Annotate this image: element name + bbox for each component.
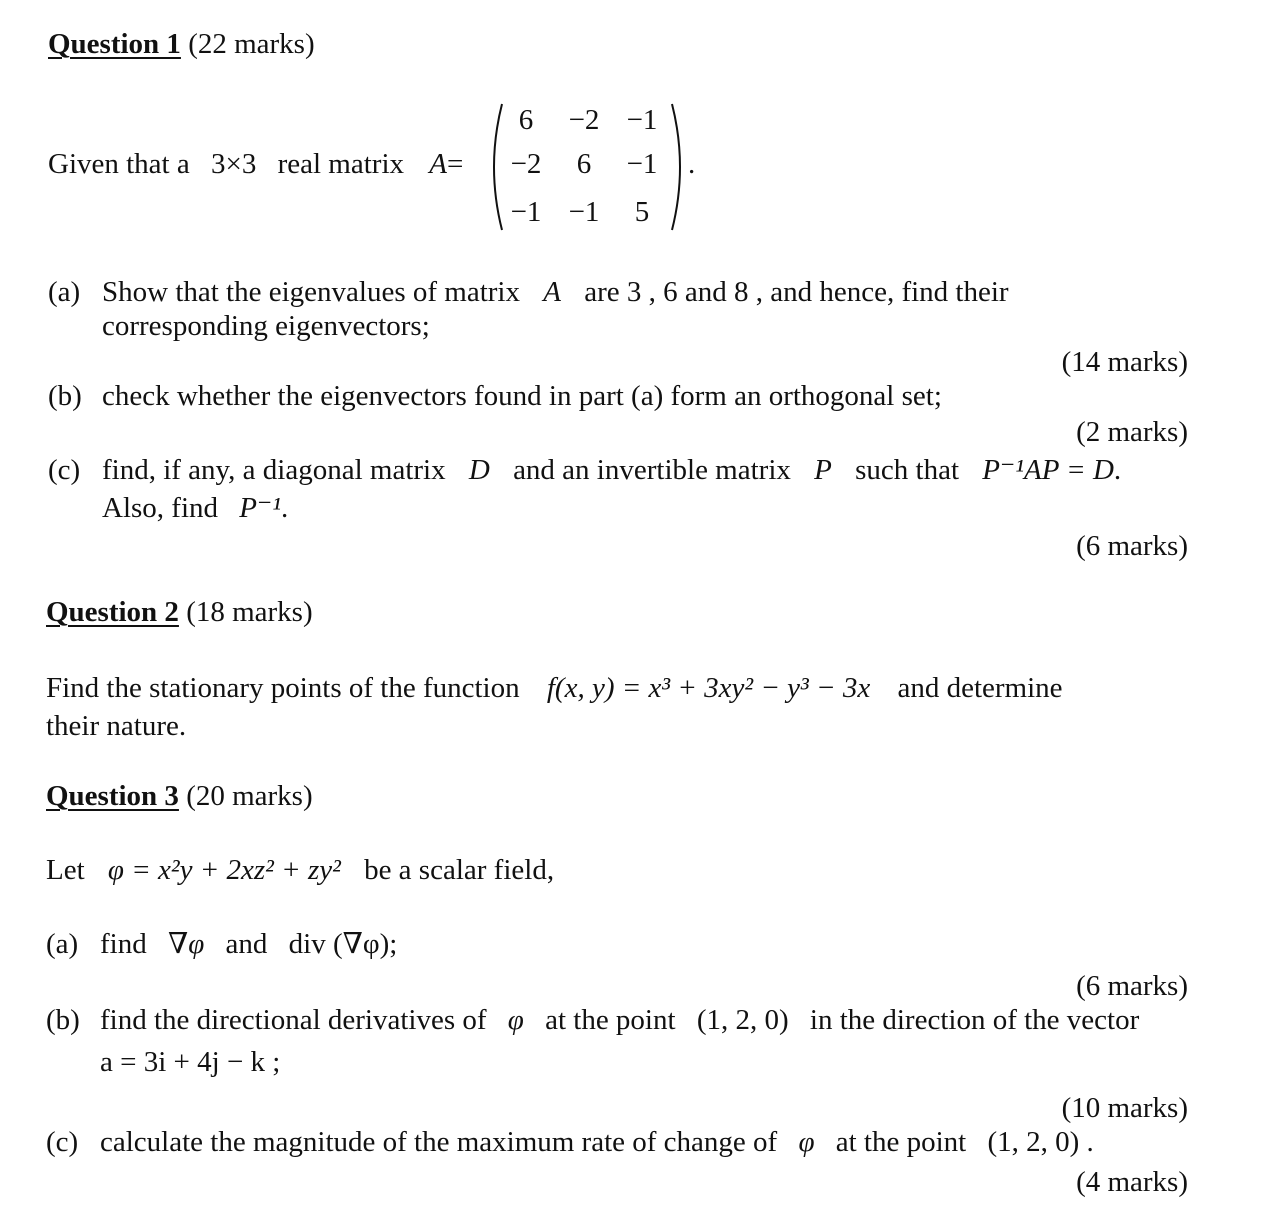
- q3-intro2: be a scalar field,: [364, 854, 555, 886]
- q2-line2: their nature.: [46, 710, 187, 742]
- q2-heading-line: [46, 598, 313, 627]
- q3b-text2: at the point: [545, 1004, 676, 1036]
- q1c-text2: and an invertible matrix: [513, 454, 791, 486]
- q1a-text1: Show that the eigenvalues of matrix: [102, 276, 520, 308]
- q1a-line2: corresponding eigenvectors;: [102, 310, 430, 342]
- q1-heading-line: [48, 30, 315, 59]
- q3a-grad: ∇φ: [167, 928, 205, 960]
- q1b-text: check whether the eigenvectors found in part (a) form an orthogonal set;: [102, 380, 942, 412]
- q1-matrix: [486, 100, 696, 234]
- q1c-text1: find, if any, a diagonal matrix: [102, 454, 446, 486]
- q1b-label: (b): [48, 380, 82, 412]
- q1c-label: (c): [48, 454, 81, 486]
- q3b-vector: a = 3i + 4j − k ;: [100, 1046, 281, 1078]
- q3b-label: (b): [46, 1004, 80, 1036]
- q1c-expr2: P⁻¹: [239, 492, 281, 524]
- q3a-line: [100, 930, 397, 959]
- q3a-text1: find: [100, 928, 147, 960]
- q1a-text2: are 3 , 6 and 8 , and hence, find their: [584, 276, 1009, 308]
- q1a-var: A: [543, 276, 561, 308]
- q3c-point: (1, 2, 0) .: [987, 1126, 1094, 1158]
- q2-marks: (18 marks): [186, 596, 313, 628]
- q1c-line2: Also, find P⁻¹.: [102, 492, 289, 524]
- q3c-text1: calculate the magnitude of the maximum rate of change of: [100, 1126, 778, 1158]
- q3b-line1: [100, 1006, 1139, 1035]
- matrix-cell: −1: [626, 104, 658, 136]
- q2-line1: [46, 674, 1063, 703]
- q3a-text2: and: [225, 928, 268, 960]
- q1a-marks: (14 marks): [1061, 346, 1188, 378]
- q1c-line1: find, if any, a diagonal matrix D and an invertible matrix P such that P⁻¹AP = D.: [102, 454, 1122, 486]
- q3c-label: (c): [46, 1126, 79, 1158]
- q1c-var-d: D: [468, 454, 490, 486]
- matrix-cell: −2: [510, 148, 542, 180]
- q3c-text2: at the point: [835, 1126, 967, 1158]
- q2-heading: Question 2: [46, 596, 179, 628]
- q1c-text3: such that: [855, 454, 960, 486]
- q1-intro-text: Given that a: [48, 148, 190, 180]
- q1c-expr: P⁻¹AP = D: [982, 454, 1114, 486]
- q1b-marks: (2 marks): [1076, 416, 1188, 448]
- q1a-label: (a): [48, 276, 81, 308]
- q3c-line: [100, 1128, 1094, 1157]
- q1-marks: (22 marks): [188, 28, 315, 60]
- q3c-marks: (4 marks): [1076, 1166, 1188, 1198]
- q3b-phi: φ: [507, 1004, 524, 1036]
- q3b-point: (1, 2, 0): [696, 1004, 789, 1036]
- q1-matrix-period: .: [688, 148, 696, 180]
- q1a-line1: [102, 278, 1009, 307]
- q1c-marks: (6 marks): [1076, 530, 1188, 562]
- q2-text2: and determine: [897, 672, 1063, 704]
- q3-intro1: Let: [46, 854, 85, 886]
- q3a-label: (a): [46, 928, 79, 960]
- q1c-var-p: P: [814, 454, 832, 486]
- q2-function: f(x, y) = x³ + 3xy² − y³ − 3x: [546, 672, 871, 704]
- q3b-text1: find the directional derivatives of: [100, 1004, 487, 1036]
- matrix-cell: 6: [518, 104, 534, 136]
- q1-heading: Question 1: [48, 28, 181, 60]
- q3-marks: (20 marks): [186, 780, 313, 812]
- q1-equals: =: [446, 148, 464, 180]
- q1c-text4: Also, find: [102, 492, 218, 524]
- q3b-text3: in the direction of the vector: [809, 1004, 1140, 1036]
- q3-heading-line: [46, 782, 313, 811]
- matrix-cell: −1: [510, 196, 542, 228]
- q3a-marks: (6 marks): [1076, 970, 1188, 1002]
- matrix-cell: 6: [576, 148, 592, 180]
- q3c-phi: φ: [798, 1126, 815, 1158]
- matrix-cell: −1: [568, 196, 600, 228]
- q1-matrix-size: 3×3: [210, 148, 257, 180]
- matrix-cell: −2: [568, 104, 600, 136]
- q1-intro-text2: real matrix: [277, 148, 405, 180]
- q3-heading: Question 3: [46, 780, 179, 812]
- q1-intro: [48, 150, 463, 179]
- q1-matrix-name: A: [429, 148, 447, 180]
- matrix-cell: −1: [626, 148, 658, 180]
- q3a-div: div (∇φ);: [288, 928, 398, 960]
- matrix-cell: 5: [634, 196, 650, 228]
- q3b-marks: (10 marks): [1061, 1092, 1188, 1124]
- q3-intro: [46, 856, 554, 885]
- q3-field: φ = x²y + 2xz² + zy²: [107, 854, 341, 886]
- q2-text1: Find the stationary points of the function: [46, 672, 520, 704]
